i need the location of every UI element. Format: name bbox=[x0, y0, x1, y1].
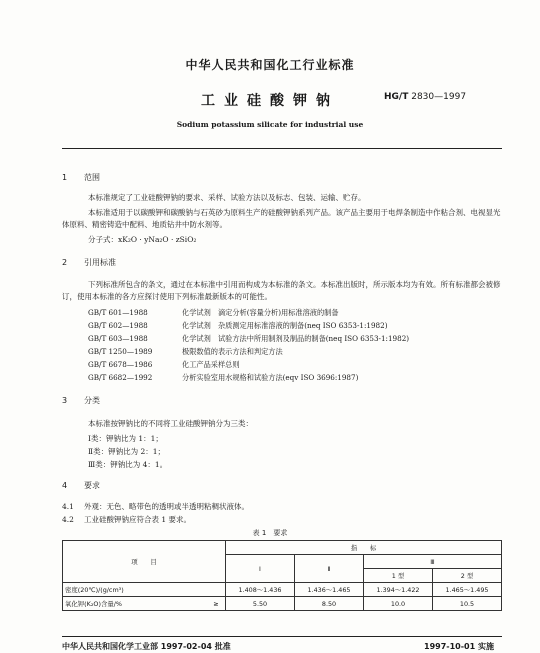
section-number: 3 bbox=[62, 396, 68, 405]
table-row bbox=[63, 583, 502, 597]
section-1-formula: 分子式：xK₂O · yNa₂O · zSiO₂ bbox=[88, 235, 197, 244]
reference-item bbox=[88, 306, 409, 319]
section-title: 分类 bbox=[84, 396, 100, 405]
reference-item bbox=[88, 371, 409, 384]
section-title: 要求 bbox=[84, 481, 100, 490]
row-symbol bbox=[207, 583, 226, 597]
reference-code: GB/T 6678—1986 bbox=[88, 360, 153, 369]
reference-code: GB/T 1250—1989 bbox=[88, 347, 153, 356]
col-header-3a: 1 型 bbox=[364, 569, 433, 583]
cell: 1.465～1.495 bbox=[433, 583, 502, 597]
section-title: 引用标准 bbox=[84, 258, 116, 267]
clause-4-2 bbox=[62, 514, 502, 526]
section-1-heading bbox=[62, 172, 100, 183]
clause-number: 4.1 bbox=[62, 502, 74, 511]
clause-4-1 bbox=[62, 501, 502, 513]
section-2-heading bbox=[62, 257, 116, 268]
cell: 1.436～1.465 bbox=[295, 583, 364, 597]
section-title: 范围 bbox=[84, 173, 100, 182]
col-header-1: Ⅰ bbox=[226, 555, 295, 583]
row-symbol: ≥ bbox=[207, 597, 226, 611]
row-name: 氧化钾(K₂O)含量/% bbox=[63, 597, 208, 611]
section-number: 1 bbox=[62, 173, 68, 182]
classification-list bbox=[88, 432, 388, 471]
approval-note: 中华人民共和国化学工业部 1997-02-04 批准 bbox=[62, 642, 231, 651]
reference-text: 极限数值的表示方法和判定方法 bbox=[182, 347, 283, 356]
cell: 1.408～1.436 bbox=[226, 583, 295, 597]
classification-item: Ⅱ类：钾钠比为 2：1； bbox=[88, 447, 166, 456]
standard-title: 工业硅酸钾钠 bbox=[201, 93, 339, 109]
reference-text: 化工产品采样总则 bbox=[182, 360, 240, 369]
section-4-heading bbox=[62, 480, 100, 491]
requirements-table bbox=[62, 540, 502, 611]
reference-text: 化学试剂 试验方法中所用制剂及制品的制备(neq ISO 6353-1:1982) bbox=[182, 334, 410, 343]
reference-item bbox=[88, 332, 409, 345]
reference-code: GB/T 602—1988 bbox=[88, 321, 148, 330]
reference-item bbox=[88, 319, 409, 332]
cell: 1.394～1.422 bbox=[364, 583, 433, 597]
classification-item: Ⅲ类：钾钠比为 4：1。 bbox=[88, 460, 168, 469]
clause-text: 工业硅酸钾钠应符合表 1 要求。 bbox=[84, 515, 192, 524]
header-divider bbox=[62, 148, 502, 149]
reference-code: GB/T 601—1988 bbox=[88, 308, 148, 317]
clause-text: 外观：无色、略带色的透明或半透明粘稠状液体。 bbox=[84, 502, 249, 511]
reference-item bbox=[88, 358, 409, 371]
cell: 10.5 bbox=[433, 597, 502, 611]
reference-text: 化学试剂 杂质测定用标准溶液的制备(neq ISO 6353-1:1982) bbox=[182, 321, 388, 330]
reference-item bbox=[88, 345, 409, 358]
standard-code bbox=[384, 92, 466, 102]
index-header: 指 标 bbox=[226, 541, 502, 555]
section-3-heading bbox=[62, 395, 100, 406]
table-header-row bbox=[63, 541, 502, 555]
table-caption: 表 1 要求 bbox=[252, 529, 288, 537]
section-number: 2 bbox=[62, 258, 68, 267]
classification-item: Ⅰ类：钾钠比为 1：1； bbox=[88, 434, 163, 443]
footer-divider bbox=[62, 636, 502, 637]
col-header-3: Ⅲ bbox=[364, 555, 502, 569]
cell: 8.50 bbox=[295, 597, 364, 611]
section-1-para-2: 本标准适用于以碳酸钾和碳酸钠与石英砂为原料生产的硅酸钾钠系列产品。该产品主要用于电焊条制造中作粘合剂、电视显光体原料、精密铸造中配料、地质钻井中防水剂等。 bbox=[62, 208, 501, 229]
standard-code-number: 2830—1997 bbox=[411, 92, 467, 102]
implementation-date: 1997-10-01 实施 bbox=[424, 642, 494, 651]
table-row bbox=[63, 597, 502, 611]
section-number: 4 bbox=[62, 481, 68, 490]
col-header-3b: 2 型 bbox=[433, 569, 502, 583]
cell: 5.50 bbox=[226, 597, 295, 611]
reference-text: 化学试剂 滴定分析(容量分析)用标准溶液的制备 bbox=[182, 308, 339, 317]
section-3-para-1: 本标准按钾钠比的不同将工业硅酸钾钠分为三类： bbox=[88, 419, 253, 428]
issuing-organization: 中华人民共和国化工行业标准 bbox=[185, 58, 355, 72]
english-title: Sodium potassium silicate for industrial use bbox=[176, 120, 364, 129]
reference-code: GB/T 603—1988 bbox=[88, 334, 148, 343]
reference-text: 分析实验室用水规格和试验方法(eqv ISO 3696:1987) bbox=[182, 373, 359, 382]
clause-number: 4.2 bbox=[62, 515, 74, 524]
item-header: 项 目 bbox=[63, 541, 226, 583]
row-name: 密度(20℃)/(g/cm³) bbox=[63, 583, 208, 597]
col-header-2: Ⅱ bbox=[295, 555, 364, 583]
reference-list bbox=[88, 306, 409, 384]
section-2-para-1: 下列标准所包含的条文，通过在本标准中引用而构成为本标准的条文。本标准出版时，所示版本均为有效。所有标准都会被修订，使用本标准的各方应探讨使用下列标准最新版本的可能性。 bbox=[62, 280, 501, 301]
cell: 10.0 bbox=[364, 597, 433, 611]
reference-code: GB/T 6682—1992 bbox=[88, 373, 153, 382]
standard-code-prefix: HG/T bbox=[384, 92, 409, 102]
section-1-para-1: 本标准规定了工业硅酸钾钠的要求、采样、试验方法以及标志、包装、运输、贮存。 bbox=[88, 193, 366, 202]
